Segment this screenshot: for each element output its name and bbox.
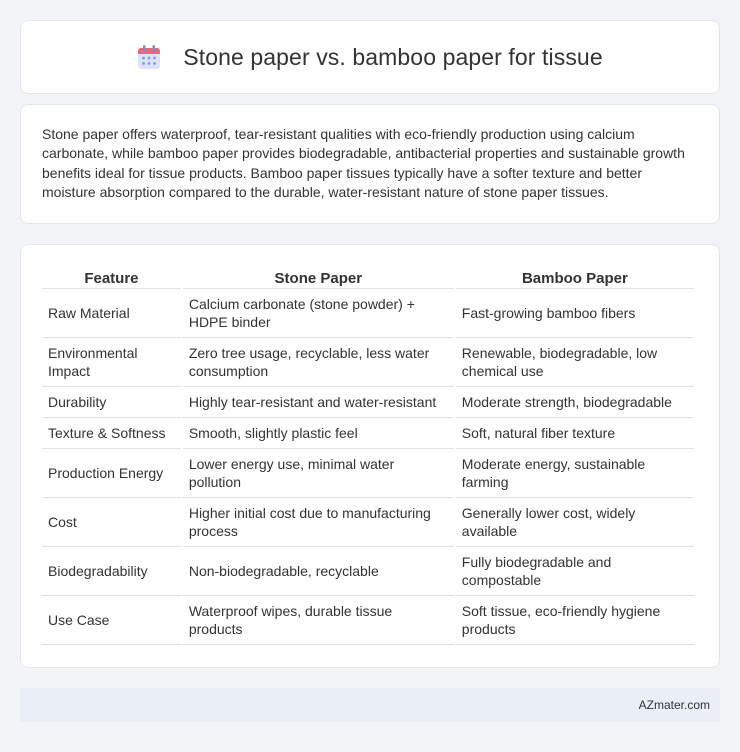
table-row <box>42 449 694 498</box>
table-row <box>42 289 694 338</box>
bamboo-paper-cell: Soft, natural fiber texture <box>456 418 694 449</box>
table-row <box>42 547 694 596</box>
feature-cell: Biodegradability <box>42 547 181 596</box>
feature-cell: Cost <box>42 498 181 547</box>
comparison-table <box>40 265 696 645</box>
comparison-card <box>20 244 720 668</box>
bamboo-paper-cell: Fully biodegradable and compostable <box>456 547 694 596</box>
footer <box>20 688 720 722</box>
header-feature: Feature <box>42 265 181 289</box>
table-row <box>42 387 694 418</box>
summary-text: Stone paper offers waterproof, tear-resistant qualities with eco-friendly production using calcium carbonate, while bamboo paper provides biodegradable, antibacterial properties and sustainable growth benefits ideal for tissue products. Bamboo paper tissues typically have a softer texture and better moisture absorption compared to the durable, water-resistant nature of stone paper tissues. <box>42 126 685 200</box>
bamboo-paper-cell: Fast-growing bamboo fibers <box>456 289 694 338</box>
bamboo-paper-cell: Renewable, biodegradable, low chemical use <box>456 338 694 387</box>
table-header-row <box>42 265 694 289</box>
bamboo-paper-cell: Moderate strength, biodegradable <box>456 387 694 418</box>
header-bamboo-paper: Bamboo Paper <box>456 265 694 289</box>
stone-paper-cell: Zero tree usage, recyclable, less water consumption <box>183 338 454 387</box>
stone-paper-cell: Calcium carbonate (stone powder) + HDPE binder <box>183 289 454 338</box>
feature-cell: Texture & Softness <box>42 418 181 449</box>
header-stone-paper: Stone Paper <box>183 265 454 289</box>
feature-cell: Environmental Impact <box>42 338 181 387</box>
feature-cell: Use Case <box>42 596 181 645</box>
bamboo-paper-cell: Generally lower cost, widely available <box>456 498 694 547</box>
stone-paper-cell: Waterproof wipes, durable tissue products <box>183 596 454 645</box>
feature-cell: Durability <box>42 387 181 418</box>
title-card <box>20 20 720 94</box>
feature-cell: Raw Material <box>42 289 181 338</box>
feature-cell: Production Energy <box>42 449 181 498</box>
table-row <box>42 418 694 449</box>
stone-paper-cell: Lower energy use, minimal water pollution <box>183 449 454 498</box>
bamboo-paper-cell: Moderate energy, sustainable farming <box>456 449 694 498</box>
table-row <box>42 338 694 387</box>
summary-card <box>20 104 720 224</box>
table-row <box>42 596 694 645</box>
page-title: Stone paper vs. bamboo paper for tissue <box>183 43 603 70</box>
calendar-icon <box>137 44 161 70</box>
stone-paper-cell: Higher initial cost due to manufacturing process <box>183 498 454 547</box>
stone-paper-cell: Highly tear-resistant and water-resistant <box>183 387 454 418</box>
stone-paper-cell: Non-biodegradable, recyclable <box>183 547 454 596</box>
table-row <box>42 498 694 547</box>
footer-site-link[interactable]: AZmater.com <box>638 698 710 712</box>
bamboo-paper-cell: Soft tissue, eco-friendly hygiene products <box>456 596 694 645</box>
stone-paper-cell: Smooth, slightly plastic feel <box>183 418 454 449</box>
